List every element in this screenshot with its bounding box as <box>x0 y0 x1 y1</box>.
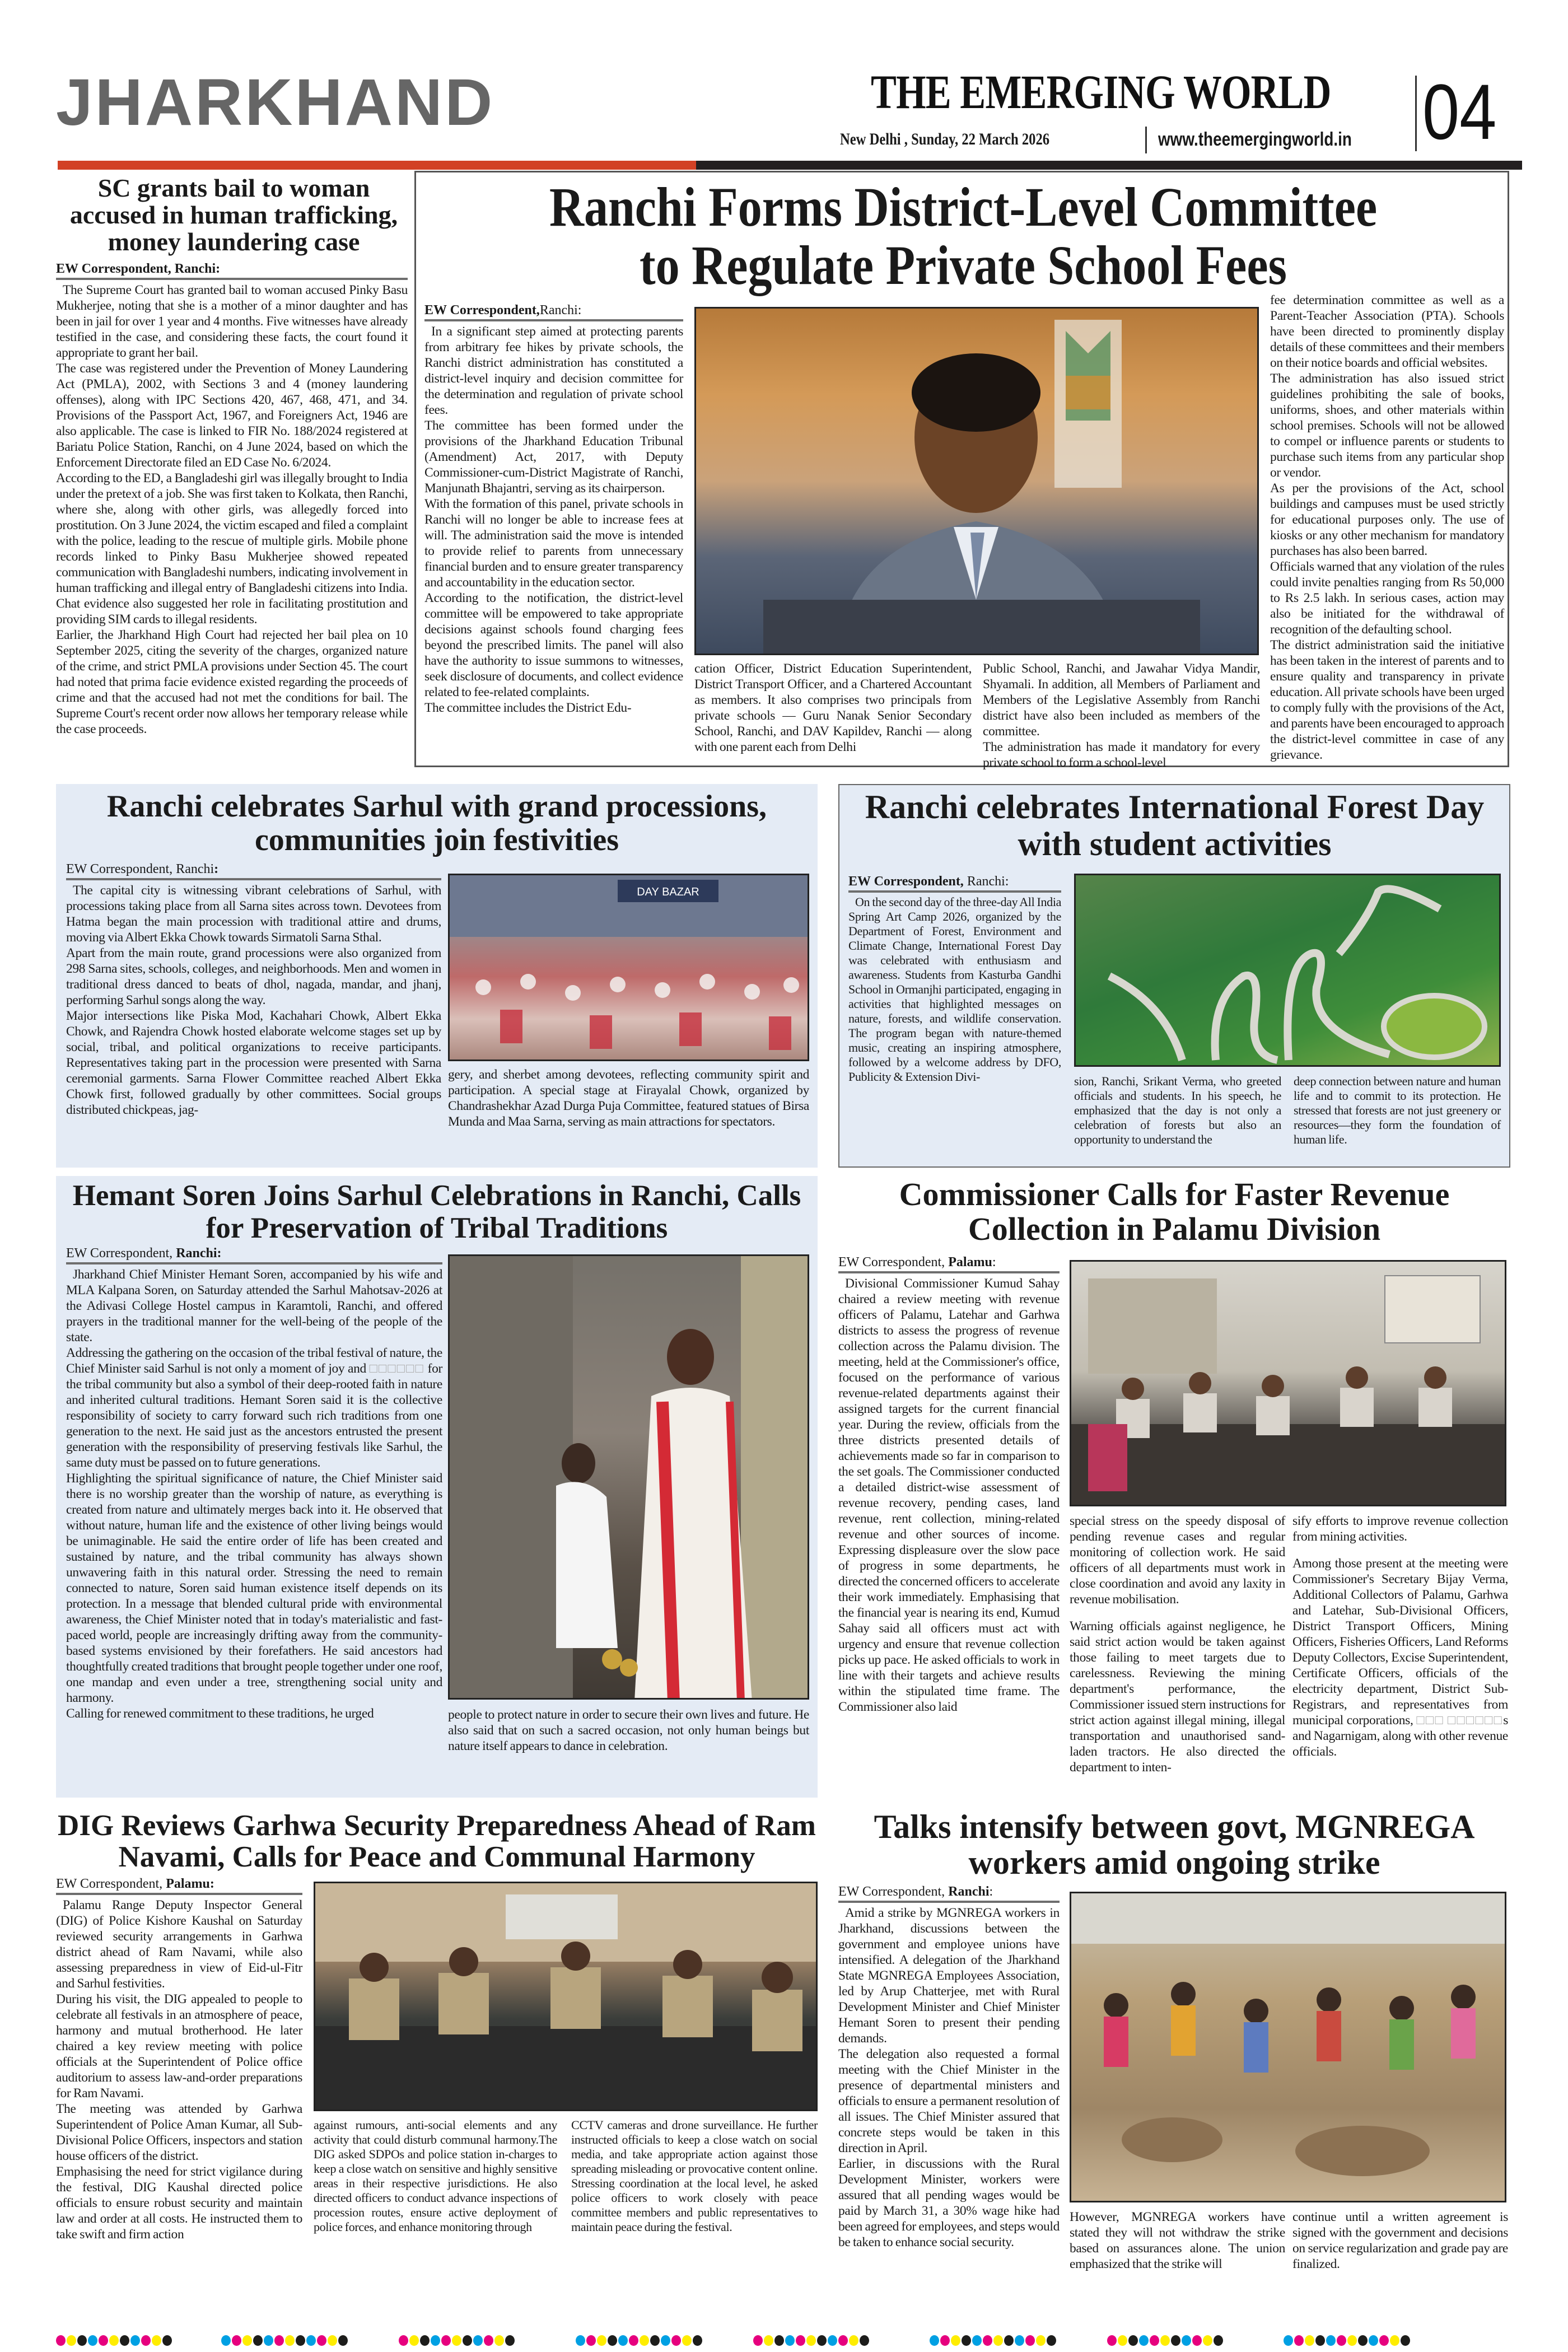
portrait-illustration <box>696 309 1259 655</box>
registration-dot <box>650 2335 660 2346</box>
registration-dot <box>120 2335 129 2346</box>
registration-dot <box>1379 2335 1389 2346</box>
paragraph: Highlighting the spiritual significance of nature, the Chief Minister said there is no worship greater than the worship of nature, as everything is created from nature and ultimately merges back into it. He observed that without nature, human life and the existence of other living beings would be unimaginable. He said the entire order of life has been created and sustained by nature, and the tribal community has always shown unwavering faith in this natural order. Stressing the need to remain connected to nature, Soren said human existence itself depends on its protection. In a message that blended cultural pride with environmental awareness, the Chief Minister noted that in today's materialistic and fast-paced world, people are increasingly drifting away from the community-based systems envisioned by their forefathers. He said ancestors had thoughtfully created traditions that brought people together under one roof, one mandap and even under a tree, strengthening social unity and harmony. <box>66 1471 442 1705</box>
registration-dot-group <box>576 2335 702 2346</box>
unrendered-glyphs: □□□□□□ <box>369 1361 424 1376</box>
registration-dot <box>1160 2335 1170 2346</box>
byline: EW Correspondent,Ranchi: <box>424 302 683 321</box>
registration-dot <box>1004 2335 1014 2346</box>
paragraph: special stress on the speedy disposal of pending revenue cases and regular monitoring of collection work. He said officers of all departments must work in close coordination and avoid any laxity in revenue mobilisation. <box>1070 1514 1285 1607</box>
workers-illustration <box>1071 1893 1506 2202</box>
lead-headline: Ranchi Forms District-Level Committee to Regulate Private School Fees <box>549 176 1378 296</box>
registration-dot <box>1015 2335 1024 2346</box>
registration-dot <box>274 2335 284 2346</box>
registration-dot <box>838 2335 848 2346</box>
paragraph: against rumours, anti-social elements and any activity that could disturb communal harmony.The DIG asked SDPOs and police station in-charges to keep a close watch on sensitive and highly sensitive areas in their respective jurisdictions. He also directed officers to conduct advance inspections of procession routes, ensure active deployment of police forces, and enhance monitoring through <box>314 2118 557 2234</box>
portrait-photo <box>694 307 1259 655</box>
paragraph: Earlier, the Jharkhand High Court had rejected her bail plea on 10 September 2025, citing the severity of the charges, organized nature of the crime, and strict PMLA provisions under Section 45. The court had noted that prima facie evidence existed regarding the proceeds of crime and that the accused had not met the conditions for bail. The Supreme Court's recent order now allows her temporary release while the case proceeds. <box>56 628 408 736</box>
registration-dot <box>1203 2335 1212 2346</box>
registration-dot <box>640 2335 649 2346</box>
registration-dot <box>88 2335 97 2346</box>
paragraph: The district administration said the initiative has been taken in the interest of parents and to ensure quality and transparency in private education. All private schools have been urged to comply fully with the provisions of the Act, and parents have been encouraged to approach the district-level committee in case of any grievance. <box>1270 638 1504 762</box>
registration-dot <box>1025 2335 1035 2346</box>
registration-dot <box>1390 2335 1399 2346</box>
registration-dot <box>753 2335 763 2346</box>
headline: SC grants bail to woman accused in human trafficking, money laundering case <box>69 174 398 256</box>
registration-dot <box>67 2335 76 2346</box>
paragraph: gery, and sherbet among devotees, reflecting community spirit and participation. A special stage at Firayalal Chowk, organized by Chandrashekhar Azad Durga Puja Committee, featured statues of Birsa Munda and Maa Sarna, serving as main attractions for spectators. <box>448 1067 809 1129</box>
ceremony-illustration <box>450 1256 809 1700</box>
registration-dot <box>1284 2335 1293 2346</box>
meeting-illustration <box>1071 1262 1506 1506</box>
paragraph: Amid a strike by MGNREGA workers in Jharkhand, discussions between the government and employee unions have intensified. A delegation of the Jharkhand State MGNREGA Employees Association, led by Arup Chatterjee, met with Rural Development Minister and Chief Minister Hemant Soren to present their pending demands. <box>838 1906 1060 2046</box>
divider <box>1145 127 1147 153</box>
byline: EW Correspondent, Ranchi: <box>838 1884 1060 1903</box>
paragraph: The committee has been formed under the provisions of the Jharkhand Education Tribunal (Amendment) Act, 2017, with Deputy Commissioner-cum-District Magistrate of Ranchi, Manjunath Bhajantri, serving as its chairperson. <box>424 418 683 496</box>
registration-dot <box>56 2335 66 2346</box>
paragraph: According to the ED, a Bangladeshi girl was illegally brought to India under the pretext of a job. She was first taken to Kolkata, then Ranchi, where she, along with other girls, was allegedly forced into prostitution. On 3 June 2024, the victim escaped and filed a complaint with the police, leading to the rescue of multiple girls. Mobile phone records linked to Pinky Basu Mukherjee showed repeated communication with Bangladeshi numbers, indicating involvement in human trafficking and illegal entry of Bangladeshi citizens into India. Chat evidence also suggested her role in facilitating prostitution and providing SIM cards to illegal residents. <box>56 471 408 627</box>
registration-dot <box>338 2335 348 2346</box>
paragraph: Public School, Ranchi, and Jawahar Vidya Mandir, Shyamali. In addition, all Members of Parliament and Members of the Legislative Assembly from Ranchi district have also been included as members of the committee. <box>983 661 1260 739</box>
registration-dot <box>1118 2335 1127 2346</box>
paragraph: continue until a written agreement is signed with the government and decisions on service regularization and grade pay are finalized. <box>1292 2210 1508 2271</box>
registration-dot <box>1150 2335 1159 2346</box>
paragraph: Warning officials against negligence, he said strict action would be taken against those failing to meet targets due to carelessness. Reviewing the mining department's performance, the Commissioner issued stern instructions for strict action against illegal mining, illegal transportation and unauthorised sand-laden tractors. He also directed the department to inten- <box>1070 1619 1285 1775</box>
paragraph: The administration has also issued strict guidelines prohibiting the sale of books, uniforms, shoes, and other materials within school premises. Schools will not be allowed to compel or influence parents or students to purchase such items from any particular shop or vendor. <box>1270 371 1504 480</box>
registration-dot <box>441 2335 451 2346</box>
paragraph: The case was registered under the Prevention of Money Laundering Act (PMLA), 2002, with Sections 3 and 4 (money laundering offenses), along with IPC Sections 420, 467, 468, 471, and 34. Provisions of the Passport Act, 1967, and Foreigners Act, 1946 are also applicable. The case is linked to FIR No. 188/2024 registered at Bariatu Police Station, Ranchi, on 4 June 2024, based on which the Enforcement Directorate filed an ED Case No. 6/2024. <box>56 361 408 470</box>
header-rule <box>696 161 1522 170</box>
registration-dot <box>505 2335 515 2346</box>
divider <box>1415 76 1417 151</box>
registration-dot <box>796 2335 805 2346</box>
registration-dot-group <box>221 2335 348 2346</box>
newspaper-name: THE EMERGING WORLD <box>871 65 1331 119</box>
registration-dot <box>1047 2335 1056 2346</box>
registration-dot <box>828 2335 837 2346</box>
byline: EW Correspondent, Ranchi: <box>66 1245 442 1264</box>
registration-dot <box>1182 2335 1191 2346</box>
page-number: 04 <box>1422 68 1497 156</box>
registration-dot <box>962 2335 971 2346</box>
police-meeting-photo <box>314 1882 818 2111</box>
registration-dot <box>983 2335 992 2346</box>
procession-photo <box>448 874 809 1061</box>
registration-dot <box>99 2335 108 2346</box>
paragraph: Calling for renewed commitment to these traditions, he urged <box>66 1706 374 1721</box>
registration-dot-group <box>930 2335 1056 2346</box>
paragraph: The capital city is witnessing vibrant celebrations of Sarhul, with processions taking place from all Sarna sites across town. Devotees from Hatma began the main procession with traditional attire and drums, moving via Albert Ekka Chowk towards Sirmatoli Sarna Sthal. <box>66 883 441 945</box>
registration-dot <box>242 2335 252 2346</box>
paragraph: Addressing the gathering on the occasion of the tribal festival of nature, the Chief Minister said Sarhul is not only a moment of joy and □□□□□□ for the tribal community but also a symbol of their deep-rooted faith in nature and inherited cultural traditions. Hemant Soren said it is the collective responsibility of society to carry forward such rich traditions from one generation to the next. He said just as the ancestors entrusted the present generation with the responsibility of preserving festivals like Sarhul, the same duty must be passed on to future generations. <box>66 1346 442 1470</box>
registration-dot <box>1128 2335 1138 2346</box>
registration-dot <box>221 2335 231 2346</box>
photo-sign-text: DAY BAZAR <box>637 886 699 898</box>
paragraph: Jharkhand Chief Minister Hemant Soren, accompanied by his wife and MLA Kalpana Soren, on Saturday attended the Sarhul Mahotsav-2026 at the Adivasi College Hostel campus in Karamtoli, Ranchi, and offered prayers in the traditional manner for the well-being of the people of the state. <box>66 1267 442 1345</box>
paragraph: In a significant step aimed at protecting parents from arbitrary fee hikes by private schools, the Ranchi district administration has constituted a district-level inquiry and decision committee for the determination and regulation of private school fees. <box>424 324 683 417</box>
registration-dot <box>494 2335 504 2346</box>
headline: Commissioner Calls for Faster Revenue Collection in Palamu Division <box>899 1176 1450 1247</box>
meeting-photo <box>1070 1260 1506 1506</box>
registration-dot <box>860 2335 869 2346</box>
byline: EW Correspondent, Ranchi: <box>66 861 441 880</box>
registration-dot <box>629 2335 638 2346</box>
registration-dot <box>608 2335 617 2346</box>
paragraph: The administration has made it mandatory for every private school to form a school-level <box>983 740 1260 770</box>
registration-dot <box>399 2335 408 2346</box>
ceremony-photo <box>448 1254 809 1700</box>
paragraph: On the second day of the three-day All India Spring Art Camp 2026, organized by the Department of Forest, Environment and Climate Change, International Forest Day was celebrated with enthusiasm and awareness. Students from Kasturba Gandhi School in Ormanjhi participated, engaging in activities that highlighted messages on nature, forests, and wildlife conservation. The program began with nature-themed music, creating an inspiring atmosphere, followed by a welcome address by DFO, Publicity & Extension Divi- <box>848 895 1061 1084</box>
paragraph: The Supreme Court has granted bail to woman accused Pinky Basu Mukherjee, noting that she is a mother of a minor daughter and has been in jail for over 1 year and 4 months. Five witnesses have already testified in the case, and considering these facts, the court found it appropriate to grant her bail. <box>56 283 408 360</box>
registration-dot <box>484 2335 493 2346</box>
dateline: New Delhi , Sunday, 22 March 2026 <box>840 130 1050 148</box>
registration-dot <box>1305 2335 1314 2346</box>
registration-dot <box>576 2335 585 2346</box>
registration-dot <box>693 2335 702 2346</box>
byline: EW Correspondent, Ranchi: <box>56 261 408 280</box>
paragraph: However, MGNREGA workers have stated they will not withdraw the strike based on assurances alone. The union emphasized that the strike will <box>1070 2210 1285 2271</box>
paragraph: According to the notification, the district-level committee will be empowered to take appropriate decisions against schools found charging fees beyond the prescribed limits. The panel will also have the authority to issue summons to witnesses, seek disclosure of documents, and collect evidence related to fee-related complaints. <box>424 591 683 699</box>
registration-dot <box>785 2335 795 2346</box>
registration-dot <box>152 2335 161 2346</box>
headline: Talks intensify between govt, MGNREGA workers amid ongoing strike <box>874 1808 1475 1881</box>
paragraph: deep connection between nature and human life and to commit to its protection. He stressed that forests are not just greenery or resources—they form the foundation of human life. <box>1294 1074 1501 1146</box>
registration-dot <box>1192 2335 1202 2346</box>
registration-dot <box>806 2335 816 2346</box>
unrendered-glyphs: □□□□□□ <box>1447 1713 1504 1728</box>
registration-dot <box>940 2335 950 2346</box>
paragraph: fee determination committee as well as a Parent-Teacher Association (PTA). Schools have been directed to prominently display details of these committees and their members on their notice boards and official websites. <box>1270 293 1504 370</box>
registration-dot <box>296 2335 305 2346</box>
paragraph: Palamu Range Deputy Inspector General (DIG) of Police Kishore Kaushal on Saturday reviewed security arrangements in Garhwa district ahead of Ram Navami, while also assessing preparedness in view of Eid-ul-Fitr and Sarhul festivities. <box>56 1898 302 1991</box>
paragraph: As per the provisions of the Act, school buildings and campuses must be used strictly for educational purposes only. The use of kiosks or any other mechanism for mandatory purchases has also been barred. <box>1270 481 1504 558</box>
registration-dot <box>473 2335 483 2346</box>
paragraph: During his visit, the DIG appealed to people to celebrate all festivals in an atmosphere of peace, harmony and mutual brotherhood. He later chaired a key review meeting with police officials at the Superintendent of Police office auditorium to assess law-and-order preparations for Ram Navami. <box>56 1992 302 2101</box>
registration-dot <box>317 2335 326 2346</box>
registration-dot <box>253 2335 263 2346</box>
headline: Ranchi celebrates Sarhul with grand processions, communities join festivities <box>106 789 767 857</box>
paragraph: Emphasising the need for strict vigilance during the festival, DIG Kaushal directed police officials to ensure robust security and maintain law and order at all costs. He instructed them to take swift and firm action <box>56 2164 302 2242</box>
registration-dot-group <box>399 2335 515 2346</box>
paragraph: sify efforts to improve revenue collection from mining activities. <box>1292 1514 1508 1544</box>
paragraph: Apart from the main route, grand processions were also organized from 298 Sarna sites, schools, colleges, and neighborhoods. Men and women in traditional dress danced to beats of dhol, nagada, mandar, and jhanj, performing Sarhul songs along the way. <box>66 946 441 1007</box>
winding-road-illustration <box>1076 875 1501 1067</box>
registration-dot <box>586 2335 596 2346</box>
masthead <box>0 0 1568 171</box>
paragraph: cation Officer, District Education Superintendent, District Transport Officer, and a Chartered Accountant as members. It also comprises two principals from private schools — Guru Nanak Senior Secondary School, Ranchi, and DAV Kapildev, Ranchi — along with one parent each from Delhi <box>694 661 972 754</box>
registration-dot <box>661 2335 670 2346</box>
paragraph: With the formation of this panel, private schools in Ranchi will no longer be able to increase fees at will. The administration said the move is intended to provide relief to parents from unnecessary financial burden and to ensure greater transparency and accountability in the education sector. <box>424 497 683 590</box>
registration-dot <box>232 2335 241 2346</box>
registration-dot <box>328 2335 337 2346</box>
registration-dot <box>618 2335 628 2346</box>
police-meeting-illustration <box>315 1883 818 2111</box>
registration-dot <box>431 2335 440 2346</box>
registration-dot <box>285 2335 295 2346</box>
registration-dot-group <box>1284 2335 1410 2346</box>
registration-dot <box>1358 2335 1368 2346</box>
crowd-illustration <box>450 875 809 1061</box>
byline: EW Correspondent, Ranchi: <box>848 874 1061 893</box>
headline: Ranchi celebrates International Forest Day with student activities <box>865 788 1485 862</box>
registration-dot-group <box>753 2335 869 2346</box>
website-link[interactable]: www.theemergingworld.in <box>1158 129 1352 150</box>
paragraph: The delegation also requested a formal meeting with the Chief Minister in the presence of departmental ministers and officials to ensure a permanent resolution of all issues. The Chief Minister assured that concrete steps would be taken in this direction in April. <box>838 2047 1060 2155</box>
registration-dot <box>1315 2335 1325 2346</box>
registration-dot <box>1036 2335 1046 2346</box>
registration-dot <box>77 2335 87 2346</box>
registration-dot <box>1347 2335 1357 2346</box>
registration-dot <box>951 2335 960 2346</box>
forest-photo <box>1074 874 1501 1067</box>
registration-dot <box>420 2335 430 2346</box>
paragraph: Major intersections like Piska Mod, Kachahari Chowk, Albert Ekka Chowk, and Rajendra Chowk hosted elaborate welcome stages set up by social, tribal, and political organizations to receive participants. Representatives taking part in the procession were presented with Sarna ceremonial garments. Sarna Flower Committee reached Albert Ekka Chowk first, followed gradually by other committees. Social groups distributed chickpeas, jag- <box>66 1009 441 1117</box>
registration-dot <box>597 2335 606 2346</box>
registration-dot <box>817 2335 827 2346</box>
registration-dot <box>141 2335 151 2346</box>
registration-dot <box>930 2335 939 2346</box>
accent-rule <box>58 161 696 170</box>
headline: Hemant Soren Joins Sarhul Celebrations in Ranchi, Calls for Preservation of Tribal Traditions <box>72 1179 801 1244</box>
registration-dot <box>1214 2335 1223 2346</box>
registration-dot-group <box>56 2335 172 2346</box>
byline: EW Correspondent, Palamu: <box>838 1254 1060 1273</box>
registration-dot <box>1139 2335 1149 2346</box>
unrendered-glyphs: □□□ <box>1416 1713 1445 1728</box>
registration-dot <box>130 2335 140 2346</box>
registration-dot <box>682 2335 692 2346</box>
registration-dot <box>993 2335 1003 2346</box>
registration-dot <box>1337 2335 1346 2346</box>
registration-dot <box>1401 2335 1410 2346</box>
paragraph: The meeting was attended by Garhwa Superintendent of Police Aman Kumar, all Sub-Divisional Police Officers, inspectors and station house officers of the district. <box>56 2102 302 2163</box>
registration-dot <box>409 2335 419 2346</box>
paragraph: people to protect nature in order to secure their own lives and future. He also said that on such a sacred occasion, not only human beings but nature itself appears to dance in celebration. <box>448 1707 809 1753</box>
registration-dot <box>1294 2335 1304 2346</box>
paragraph: CCTV cameras and drone surveillance. He further instructed officials to keep a close watch on social media, and take appropriate action against those spreading misleading or provocative content online. Stressing coordination at the local level, he asked police officers to work closely with peace committee members and public representatives to maintain peace during the festival. <box>571 2118 818 2234</box>
registration-dot <box>1107 2335 1117 2346</box>
registration-dot-group <box>1107 2335 1223 2346</box>
byline: EW Correspondent, Palamu: <box>56 1876 302 1895</box>
paragraph: sion, Ranchi, Srikant Verma, who greeted officials and students. In his speech, he emphasized that the day is not only a celebration of forests but also an opportunity to understand the <box>1074 1074 1281 1146</box>
registration-dot <box>463 2335 472 2346</box>
registration-dot <box>972 2335 982 2346</box>
paragraph: Earlier, in discussions with the Rural Development Minister, workers were assured that all pending wages would be paid by March 31, a 30% wage hike had been agreed for employees, and steps would be taken to enhance social security. <box>838 2157 1060 2250</box>
paragraph: The committee includes the District Edu- <box>424 701 632 715</box>
registration-dot <box>306 2335 316 2346</box>
headline: DIG Reviews Garhwa Security Preparedness Ahead of Ram Navami, Calls for Peace and Communal Harmony <box>58 1809 816 1873</box>
section-name: JHARKHAND <box>56 66 495 139</box>
paragraph: Among those present at the meeting were Commissioner's Secretary Bijay Verma, Additional Collectors of Palamu, Garhwa and Latehar, Sub-Divisional Officers, District Transport Officers, Mining Officers, Fisheries Officers, Land Reforms Deputy Collectors, Excise Superintendent, Certificate Officers, officials of the electricity department, District Sub-Registrars, and representatives from municipal corporations, □□□ □□□□□□s and Nagarnigam, along with other revenue officials. <box>1292 1556 1508 1759</box>
registration-dot <box>764 2335 773 2346</box>
registration-dot <box>452 2335 461 2346</box>
registration-dot <box>774 2335 784 2346</box>
registration-dot <box>1171 2335 1180 2346</box>
paragraph: Officials warned that any violation of the rules could invite penalties ranging from Rs 50,000 to Rs 2.5 lakh. In serious cases, action may also be initiated for the withdrawal of recognition of the defaulting school. <box>1270 559 1504 637</box>
workers-photo <box>1070 1892 1506 2202</box>
registration-dot <box>1326 2335 1336 2346</box>
paragraph: Divisional Commissioner Kumud Sahay chaired a review meeting with revenue officers of Palamu, Latehar and Garhwa districts to assess the progress of revenue collection across the Palamu division. The meeting, held at the Commissioner's office, focused on the performance of various revenue-related departments against their assigned targets for the current financial year. During the review, officials from the three districts presented details of achievements made so far in comparison to the set goals. The Commissioner conducted a detailed district-wise assessment of revenue recovery, pending cases, land revenue, rent collection, mining-related revenue and other sources of income. Expressing displeasure over the slow pace of progress in some departments, he directed the concerned officers to accelerate their work immediately. Emphasising that the financial year is nearing its end, Kumud Sahay said all officers must act with urgency and ensure that revenue collection picks up pace. He asked officials to work in line with their targets and achieve results within the stipulated time frame. The Commissioner also laid <box>838 1276 1060 1714</box>
registration-dot <box>162 2335 172 2346</box>
registration-dot <box>109 2335 119 2346</box>
registration-dot <box>264 2335 273 2346</box>
registration-dot <box>671 2335 681 2346</box>
registration-dot <box>1369 2335 1378 2346</box>
registration-dot <box>849 2335 858 2346</box>
